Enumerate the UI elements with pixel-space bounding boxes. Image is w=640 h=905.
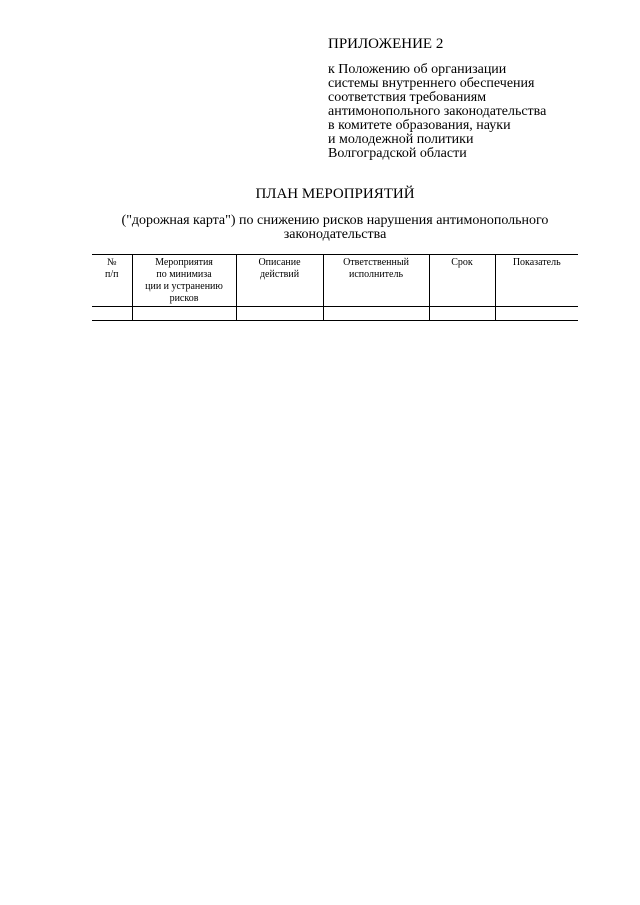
appendix-line: к Положению об организации bbox=[328, 62, 507, 77]
table-cell bbox=[236, 307, 323, 321]
header-line: действий bbox=[259, 269, 300, 280]
appendix-block bbox=[328, 36, 618, 161]
appendix-line: системы внутреннего обеспечения bbox=[328, 76, 535, 91]
table-cell bbox=[92, 307, 132, 321]
table-cell bbox=[323, 307, 429, 321]
appendix-line: антимонопольного законодательства bbox=[328, 104, 547, 119]
table-cell bbox=[495, 307, 578, 321]
header-responsible bbox=[323, 255, 429, 307]
header-line: Показатель bbox=[512, 257, 561, 268]
header-line: Описание bbox=[258, 257, 301, 268]
header-line: Ответственный bbox=[343, 257, 409, 268]
table-header-row bbox=[92, 255, 578, 307]
appendix-line: соответствия требованиям bbox=[328, 90, 487, 105]
header-line: п/п bbox=[105, 269, 119, 280]
table-cell bbox=[132, 307, 236, 321]
plan-table bbox=[92, 254, 578, 321]
appendix-text bbox=[328, 63, 618, 161]
header-indicator bbox=[495, 255, 578, 307]
header-line: рисков bbox=[169, 293, 199, 304]
table-row bbox=[92, 307, 578, 321]
header-description bbox=[236, 255, 323, 307]
plan-subtitle bbox=[92, 214, 578, 242]
table-cell bbox=[429, 307, 495, 321]
appendix-title: ПРИЛОЖЕНИЕ 2 bbox=[328, 36, 444, 52]
appendix-line: в комитете образования, науки bbox=[328, 118, 511, 133]
header-measures bbox=[132, 255, 236, 307]
plan-title: ПЛАН МЕРОПРИЯТИЙ bbox=[255, 186, 415, 202]
appendix-line: Волгоградской области bbox=[328, 146, 467, 161]
header-line: исполнитель bbox=[348, 269, 404, 280]
header-line: Срок bbox=[451, 257, 473, 268]
plan-subtitle-line: законодательства bbox=[283, 227, 387, 242]
header-line: ции и устранению bbox=[145, 281, 223, 292]
header-deadline bbox=[429, 255, 495, 307]
appendix-line: и молодежной политики bbox=[328, 132, 474, 147]
header-line: по минимиза bbox=[156, 269, 212, 280]
header-line: Мероприятия bbox=[155, 257, 213, 268]
header-number bbox=[92, 255, 132, 307]
plan-subtitle-line: ("дорожная карта") по снижению рисков нарушения антимонопольного bbox=[121, 213, 549, 228]
header-line: № bbox=[106, 257, 117, 268]
